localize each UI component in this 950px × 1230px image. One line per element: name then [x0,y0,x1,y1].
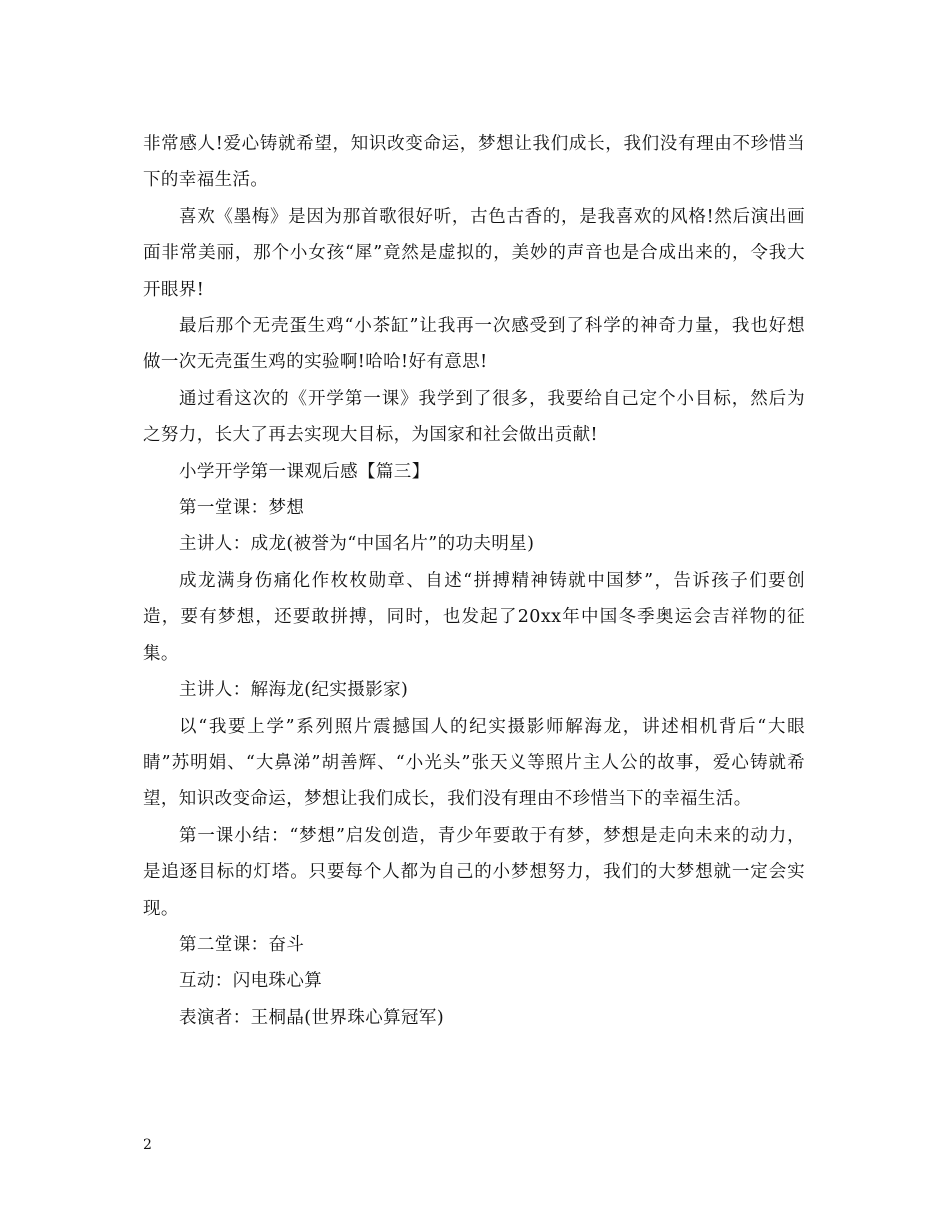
lesson-one-summary: 第一课小结：“梦想”启发创造，青少年要敢于有梦，梦想是走向未来的动力，是追逐目标的灯塔。只要每个人都为自己的小梦想努力，我们的大梦想就一定会实现。 [143,825,805,919]
lesson-two-heading: 第二堂课：奋斗 [179,934,305,955]
paragraph-3: 最后那个无壳蛋生鸡“小茶缸”让我再一次感受到了科学的神奇力量，我也好想做一次无壳蛋生鸡的实验啊!哈哈!好有意思! [143,316,805,373]
paragraph-4: 通过看这次的《开学第一课》我学到了很多，我要给自己定个小目标，然后为之努力，长大了再去实现大目标，为国家和社会做出贡献! [143,388,805,446]
performer-line: 表演者：王桐晶(世界珠心算冠军) [179,1007,445,1028]
paragraph-1: 非常感人!爱心铸就希望，知识改变命运，梦想让我们成长，我们没有理由不珍惜当下的幸福生活。 [143,134,805,191]
paragraph-2: 喜欢《墨梅》是因为那首歌很好听，古色古香的，是我喜欢的风格!然后演出画面非常美丽，那个小女孩“犀”竟然是虚拟的，美妙的声音也是合成出来的，令我大开眼界! [143,206,805,300]
speaker-jackie-chan: 主讲人：成龙(被誉为“中国名片”的功夫明星) [179,534,535,555]
paragraph-jackie-chan: 成龙满身伤痛化作枚枚勋章、自述“拼搏精神铸就中国梦”，告诉孩子们要创造，要有梦想，还要敢拼搏，同时，也发起了20xx年中国冬季奥运会吉祥物的征集。 [143,570,805,664]
page-number: 2 [143,1137,152,1153]
interaction-line: 互动：闪电珠心算 [179,971,323,992]
section-title: 小学开学第一课观后感【篇三】 [179,461,430,482]
document-body [143,126,805,1036]
lesson-one-heading: 第一堂课：梦想 [179,498,305,519]
speaker-xie-hailong: 主讲人：解海龙(纪实摄影家) [179,680,409,701]
paragraph-xie-hailong: 以“我要上学”系列照片震撼国人的纪实摄影师解海龙，讲述相机背后“大眼睛”苏明娟、“大鼻涕”胡善辉、“小光头”张天义等照片主人公的故事，爱心铸就希望，知识改变命运，梦想让我们成长，我们没有理由不珍惜当下的幸福生活。 [143,716,805,810]
